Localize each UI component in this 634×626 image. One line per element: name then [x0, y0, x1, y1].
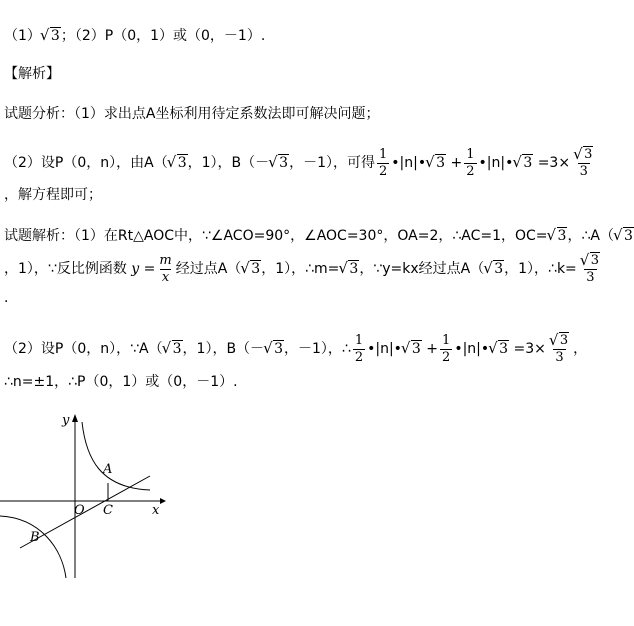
- sqrt-3: √ 3: [41, 26, 61, 46]
- answer-part2: ；（2）P（0，1）或（0，－1）.: [60, 28, 266, 44]
- part2-line1: （2）设P（0，n），∵A（√ 3，1），B（－√ 3，－1），∴ $\frac{1}{2}$ •|n|•√ 3 + $\frac{1}{2}$ •|n|•√ 3 =3× √ $\frac{3}{3}$ ，: [4, 332, 587, 366]
- analysis-line1: 试题分析：（1）求出点A坐标利用待定系数法即可解决问题；: [4, 106, 380, 122]
- label-C: C: [103, 503, 113, 518]
- heading-analysis: 【解析】: [4, 66, 60, 82]
- fraction-half: $\frac{1}{2}$: [379, 146, 388, 179]
- analysis-line2: （2）设P（0，n），由A（√ 3，1），B（－√ 3，－1），可得 $\frac{1}{2}$ •|n|•√ 3 + $\frac{1}{2}$ •|n|•√ 3 =3× √ $\frac{3}{3}$: [4, 146, 597, 180]
- label-y: y: [62, 413, 70, 428]
- analysis-line3: ，解方程即可；: [4, 187, 102, 203]
- label-B: B: [30, 530, 40, 545]
- coordinate-figure: [0, 408, 200, 618]
- solution-dot: .: [4, 290, 9, 306]
- answer-part1: （1）: [4, 28, 41, 44]
- answer-line: [4, 26, 265, 46]
- hyperbola-branch-3: [0, 516, 66, 578]
- hyperbola-branch-1: [82, 422, 150, 490]
- x-axis-arrow: [160, 498, 166, 504]
- part2-line2: ∴n=±1，∴P（0，1）或（0，－1）.: [4, 374, 238, 390]
- fraction-sqrt3-over-3: √ $\frac{3}{3}$: [572, 147, 595, 180]
- y-axis-arrow: [72, 414, 78, 422]
- label-A: A: [103, 462, 113, 477]
- solution-line1: 试题解析：（1）在Rt△AOC中，∵∠ACO=90°，∠AOC=30°，OA=2，∴AC=1，OC=√ 3，∴A（√ 3: [4, 226, 634, 246]
- label-O: O: [74, 503, 85, 518]
- solution-line2: ，1），∵反比例函数 y = $\frac{m}{x}$ 经过点A（√ 3，1），∴m=√ 3，∵y=kx经过点A（√ 3，1），∴k= √ $\frac{3}{3}$: [4, 252, 604, 286]
- label-x: x: [152, 503, 160, 518]
